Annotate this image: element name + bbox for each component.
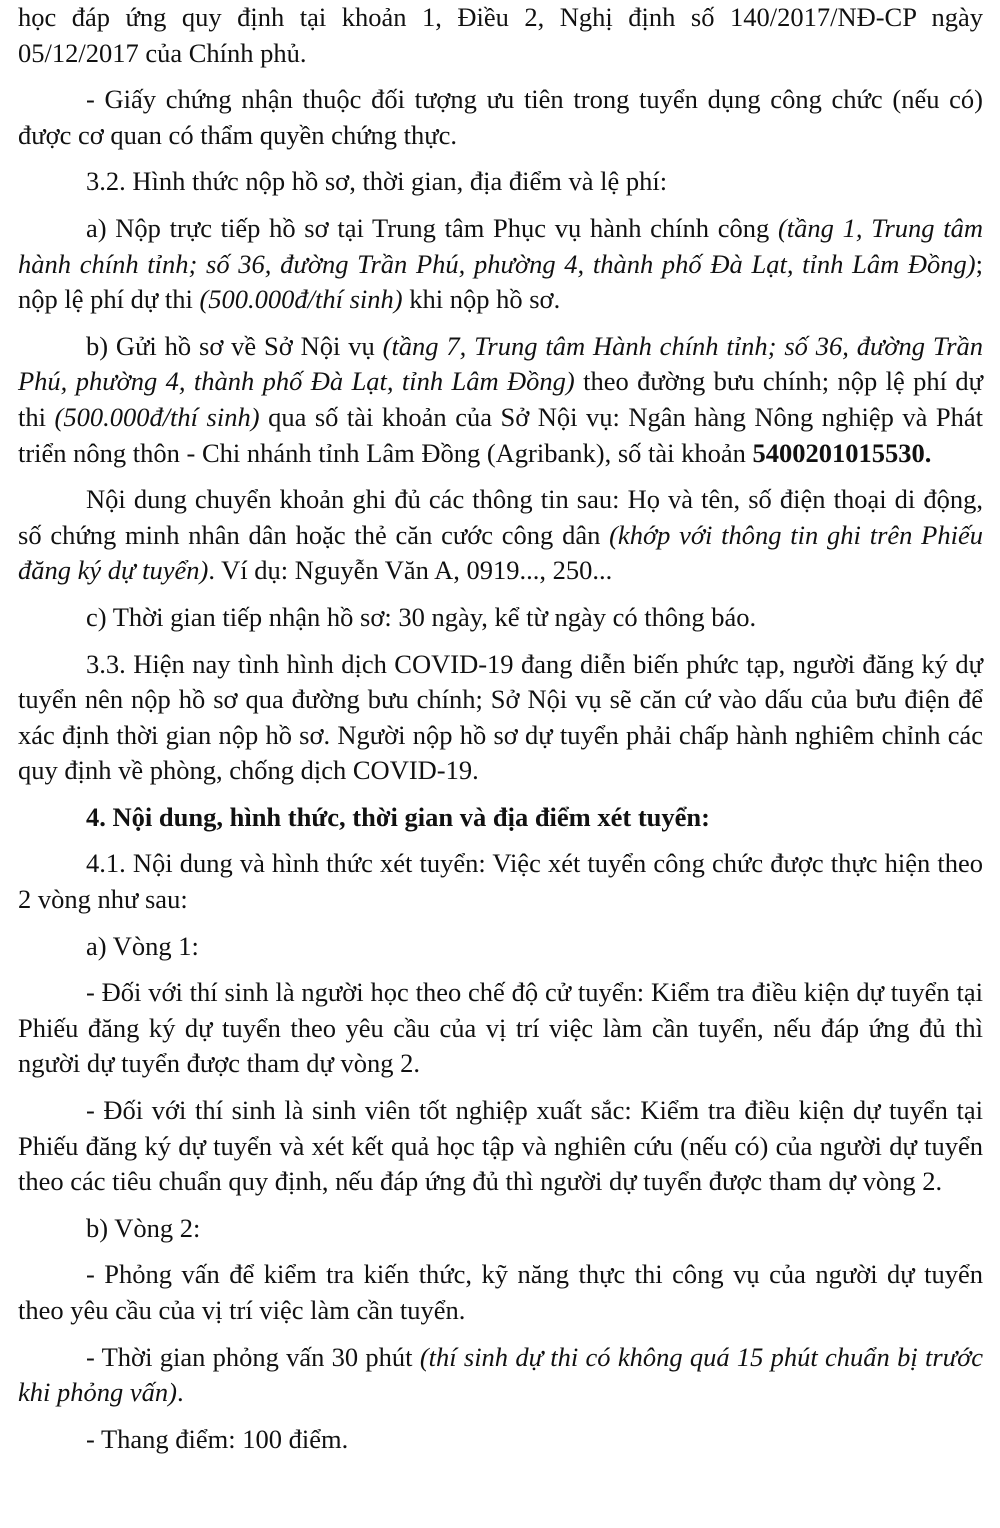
text-run: - Đối với thí sinh là người học theo chế độ cử tuyển: Kiểm tra điều kiện dự tuyển tại Phiếu đăng ký dự tuyển theo yêu cầu của vị trí việc làm cần tuyển, nếu đáp ứng đủ thì người dự tuyển được tham dự vòng 2. — [18, 977, 983, 1079]
text-run: khi nộp hồ sơ. — [402, 284, 561, 315]
text-run: Nội dung chuyển khoản ghi đủ các thông tin sau: Họ và tên, số điện thoại di động, số chứng minh nhân dân hoặc thẻ căn cước công dân — [18, 484, 983, 550]
paragraph-score-scale — [18, 1422, 983, 1458]
italic-text-run: (tầng 1, Trung tâm hành chính tỉnh; số 36, đường Trần Phú, phường 4, thành phố Đà Lạt, tỉnh Lâm Đồng) — [18, 212, 983, 279]
paragraph-receiving-time — [18, 600, 983, 636]
text-run: c) Thời gian tiếp nhận hồ sơ: 30 ngày, kể từ ngày có thông báo. — [86, 601, 757, 632]
paragraph-interview — [18, 1257, 983, 1328]
text-run: qua số tài khoản của Sở Nội vụ: Ngân hàng Nông nghiệp và Phát triển nông thôn - Chi nhánh tỉnh Lâm Đồng (Agribank), số tài khoản — [18, 401, 983, 468]
paragraph-continuation — [18, 0, 983, 71]
text-run: . Ví dụ: Nguyễn Văn A, 0919..., 250... — [208, 555, 613, 586]
text-run: . — [176, 1377, 184, 1408]
text-run: 4. Nội dung, hình thức, thời gian và địa điểm xét tuyển: — [86, 801, 710, 832]
paragraph-round-1-excellent — [18, 1093, 983, 1200]
paragraph-4-1 — [18, 846, 983, 917]
paragraph-priority-certificate — [18, 82, 983, 153]
account-number: 5400201015530. — [752, 437, 932, 468]
text-run: ; nộp lệ phí dự thi — [18, 248, 983, 315]
text-run: 3.2. Hình thức nộp hồ sơ, thời gian, địa điểm và lệ phí: — [86, 166, 668, 197]
paragraph-interview-time — [18, 1340, 983, 1411]
paragraph-submit-post — [18, 329, 983, 471]
text-run: - Thang điểm: 100 điểm. — [86, 1423, 349, 1454]
heading-round-1 — [18, 929, 983, 965]
heading-3-2 — [18, 164, 983, 200]
document-page — [18, 0, 983, 1468]
paragraph-transfer-content — [18, 482, 983, 589]
paragraph-round-1-nominated — [18, 975, 983, 1082]
text-run: 4.1. Nội dung và hình thức xét tuyển: Việc xét tuyển công chức được thực hiện theo 2 vòng như sau: — [18, 848, 983, 915]
text-run: b) Gửi hồ sơ về Sở Nội vụ — [86, 330, 383, 361]
text-run: - Giấy chứng nhận thuộc đối tượng ưu tiên trong tuyển dụng công chức (nếu có) được cơ quan có thẩm quyền chứng thực. — [18, 84, 983, 150]
heading-4 — [18, 800, 983, 836]
heading-round-2 — [18, 1211, 983, 1247]
paragraph-submit-direct — [18, 211, 983, 318]
italic-text-run: (thí sinh dự thi có không quá 15 phút chuẩn bị trước khi phỏng vấn) — [18, 1341, 983, 1408]
text-run: b) Vòng 2: — [86, 1212, 201, 1243]
text-run: a) Vòng 1: — [86, 930, 199, 961]
text-run: 3.3. Hiện nay tình hình dịch COVID-19 đang diễn biến phức tạp, người đăng ký dự tuyển nên nộp hồ sơ qua đường bưu chính; Sở Nội vụ sẽ căn cứ vào dấu của bưu điện để xác định thời gian nộp hồ sơ. Người nộp hồ sơ dự tuyển phải chấp hành nghiêm chỉnh các quy định về phòng, chống dịch COVID-19. — [18, 648, 983, 786]
text-run: - Phỏng vấn để kiểm tra kiến thức, kỹ năng thực thi công vụ của người dự tuyển theo yêu cầu của vị trí việc làm cần tuyển. — [18, 1259, 983, 1325]
text-run: - Đối với thí sinh là sinh viên tốt nghiệp xuất sắc: Kiểm tra điều kiện dự tuyển tại Phiếu đăng ký dự tuyển và xét kết quả học tập và nghiên cứu (nếu có) của người dự tuyển theo các tiêu chuẩn quy định, nếu đáp ứng đủ thì người dự tuyển được tham dự vòng 2. — [18, 1095, 983, 1197]
text-run: học đáp ứng quy định tại khoản 1, Điều 2, Nghị định số 140/2017/NĐ-CP ngày 05/12/2017 của Chính phủ. — [18, 2, 983, 68]
paragraph-covid — [18, 647, 983, 789]
text-run: - Thời gian phỏng vấn 30 phút — [86, 1341, 420, 1372]
italic-text-run: (500.000đ/thí sinh) — [54, 401, 260, 432]
italic-text-run: (tầng 7, Trung tâm Hành chính tỉnh; số 36, đường Trần Phú, phường 4, thành phố Đà Lạt, tỉnh Lâm Đồng) — [18, 330, 984, 397]
text-run: theo đường bưu chính; nộp lệ phí dự thi — [18, 366, 983, 432]
italic-text-run: (khớp với thông tin ghi trên Phiếu đăng ký dự tuyển) — [18, 519, 983, 586]
text-run: a) Nộp trực tiếp hồ sơ tại Trung tâm Phục vụ hành chính công — [86, 212, 778, 243]
italic-text-run: (500.000đ/thí sinh) — [199, 284, 403, 315]
